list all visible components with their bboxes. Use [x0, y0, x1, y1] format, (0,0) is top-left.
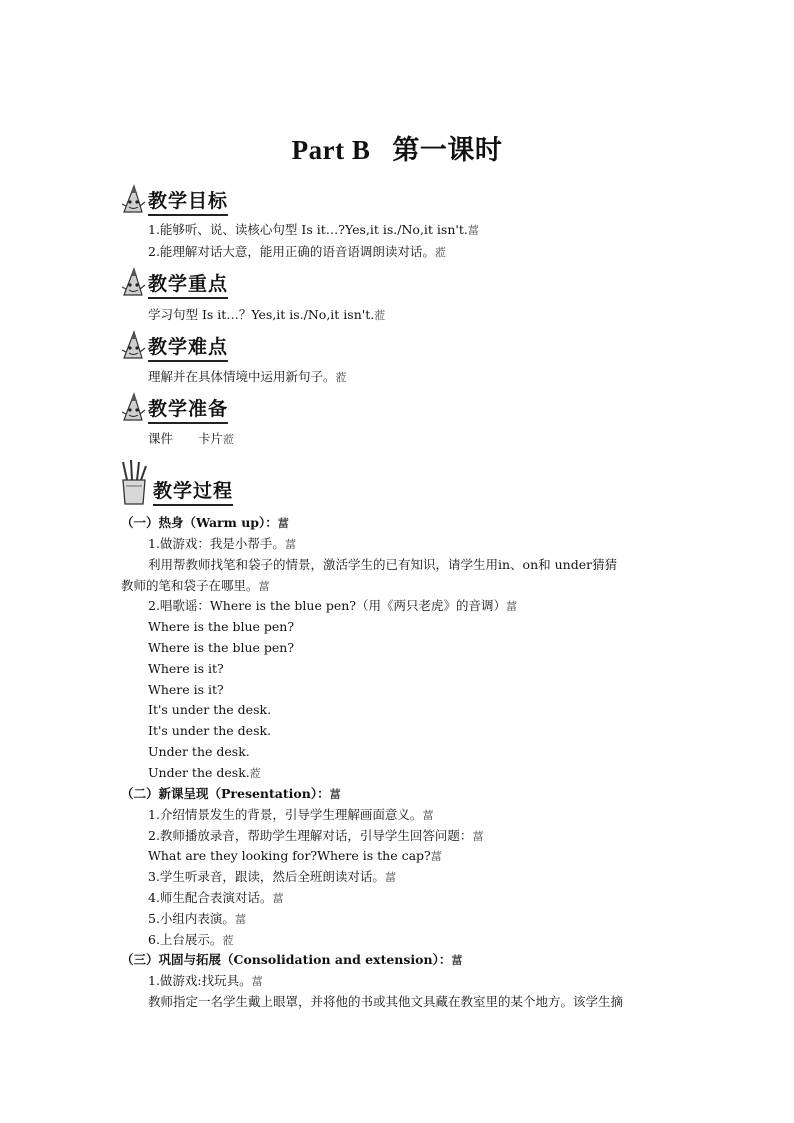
pencil-mascot-icon [118, 390, 148, 426]
song-line: It's under the desk. [148, 702, 272, 717]
goal-line-1: 1.能够听、说、读核心句型 Is it…?Yes,it is./No,it isn't.葍 [148, 222, 479, 237]
step-2-line: 1.介绍情景发生的背景，引导学生理解画面意义。葍 [148, 807, 434, 822]
pencil-mascot-icon [118, 182, 148, 218]
step-3-heading: （三）巩固与拓展（Consolidation and extension）：葍 [121, 952, 463, 967]
step-3-line-2: 教师指定一名学生戴上眼罩，并将他的书或其他文具藏在教室里的某个地方。该学生摘 [148, 994, 624, 1009]
song-line: It's under the desk. [148, 723, 272, 738]
section-title-difficult: 教学难点 [148, 332, 228, 362]
step-2-line: 5.小组内表演。葍 [148, 911, 246, 926]
title-lesson: 第一课时 [392, 135, 503, 165]
song-line: Where is it? [148, 661, 224, 676]
prep-text: 课件 卡片蒞 [148, 431, 235, 446]
step-2-heading: （二）新课呈现（Presentation）：葍 [121, 786, 341, 801]
section-title-prep: 教学准备 [148, 394, 228, 424]
section-title-key: 教学重点 [148, 269, 228, 299]
step-2-line: 3.学生听录音，跟读，然后全班朗读对话。葍 [148, 869, 396, 884]
section-title-process: 教学过程 [153, 476, 233, 506]
step-2-line: 2.教师播放录音，帮助学生理解对话，引导学生回答问题：葍 [148, 828, 484, 843]
goal-line-2: 2.能理解对话大意，能用正确的语音语调朗读对话。蒞 [148, 244, 446, 259]
step-2-line: What are they looking for?Where is the cap?葍 [148, 848, 442, 863]
step-1-heading: （一）热身（Warm up）：葍 [121, 515, 289, 530]
song-line: Where is the blue pen? [148, 640, 295, 655]
difficult-text: 理解并在具体情境中运用新句子。蒞 [148, 369, 347, 384]
step-1-line-3: 教师的笔和袋子在哪里。葍 [121, 578, 270, 593]
page-title [0, 128, 794, 167]
pencil-mascot-icon [118, 328, 148, 364]
step-1-line-2: 利用帮教师找笔和袋子的情景，激活学生的已有知识，请学生用in、on和 under猜猜 [148, 557, 618, 572]
step-2-line: 6.上台展示。蒞 [148, 932, 234, 947]
key-text: 学习句型 Is it…？Yes,it is./No,it isn't.蒞 [148, 307, 386, 322]
section-title-goals: 教学目标 [148, 186, 228, 216]
song-line: Under the desk.蒞 [148, 765, 261, 780]
step-1-line-4: 2.唱歌谣：Where is the blue pen?（用《两只老虎》的音调）葍 [148, 598, 517, 613]
pencil-mascot-icon [118, 265, 148, 301]
step-2-line: 4.师生配合表演对话。葍 [148, 890, 284, 905]
step-3-line-1: 1.做游戏:找玩具。葍 [148, 973, 263, 988]
song-line: Where is the blue pen? [148, 619, 295, 634]
song-line: Where is it? [148, 682, 224, 697]
title-part: Part B [291, 135, 371, 165]
song-line: Under the desk. [148, 744, 250, 759]
step-1-line-1: 1.做游戏：我是小帮手。葍 [148, 536, 296, 551]
pencil-cup-icon [118, 460, 150, 506]
